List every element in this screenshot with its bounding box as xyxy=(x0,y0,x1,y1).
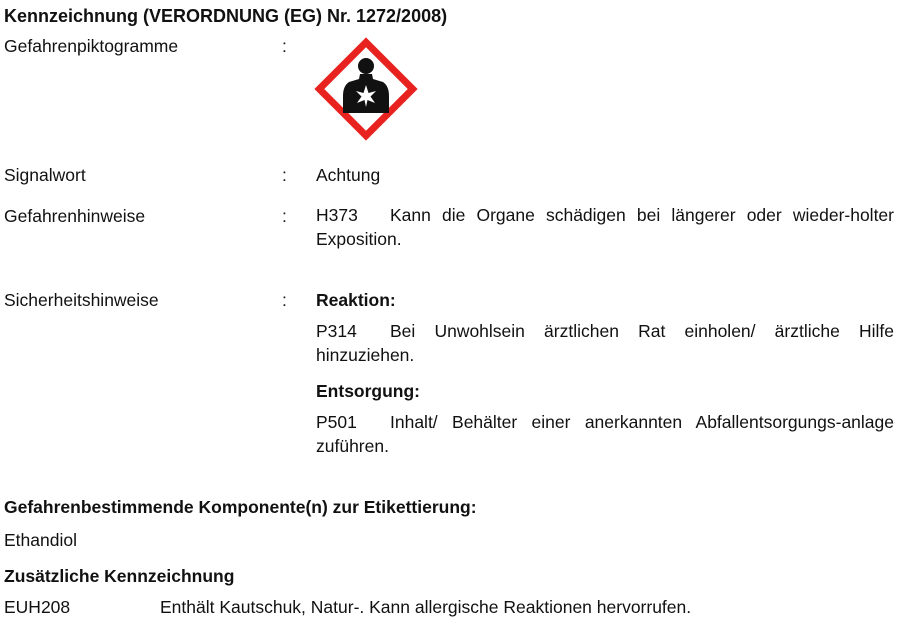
additional-code: EUH208 xyxy=(4,597,71,617)
precaution-statement-p501 xyxy=(316,410,894,458)
statement-text: Bei Unwohlsein ärztlichen Rat einholen/ ärztliche Hilfe hinzuziehen. xyxy=(316,321,894,365)
precaution-group-heading: Entsorgung: xyxy=(316,381,421,401)
colon: : xyxy=(282,290,287,310)
precautionary-statements-label: Sicherheitshinweise xyxy=(4,290,159,310)
page-title: Kennzeichnung (VERORDNUNG (EG) Nr. 1272/2008) xyxy=(4,6,448,26)
hazard-statements-label: Gefahrenhinweise xyxy=(4,206,146,226)
additional-labeling-heading: Zusätzliche Kennzeichnung xyxy=(4,566,235,586)
colon: : xyxy=(282,165,287,185)
colon: : xyxy=(282,206,287,226)
hazard-statement-h373 xyxy=(316,203,894,251)
colon: : xyxy=(282,36,287,56)
health-hazard-icon xyxy=(313,36,419,142)
signal-word-label: Signalwort xyxy=(4,165,86,185)
additional-text: Enthält Kautschuk, Natur-. Kann allergische Reaktionen hervorrufen. xyxy=(160,597,692,617)
statement-code: H373 xyxy=(316,205,358,225)
statement-text: Kann die Organe schädigen bei längerer oder wieder-holter Exposition. xyxy=(316,205,894,249)
components-value: Ethandiol xyxy=(4,530,77,550)
components-heading: Gefahrenbestimmende Komponente(n) zur Etikettierung: xyxy=(4,497,477,517)
statement-code: P501 xyxy=(316,412,357,432)
precaution-group-heading: Reaktion: xyxy=(316,290,396,310)
statement-code: P314 xyxy=(316,321,357,341)
precaution-statement-p314 xyxy=(316,319,894,367)
pictograms-label: Gefahrenpiktogramme xyxy=(4,36,179,56)
statement-text: Inhalt/ Behälter einer anerkannten Abfallentsorgungs-anlage zuführen. xyxy=(316,412,894,456)
signal-word-value: Achtung xyxy=(316,165,381,185)
